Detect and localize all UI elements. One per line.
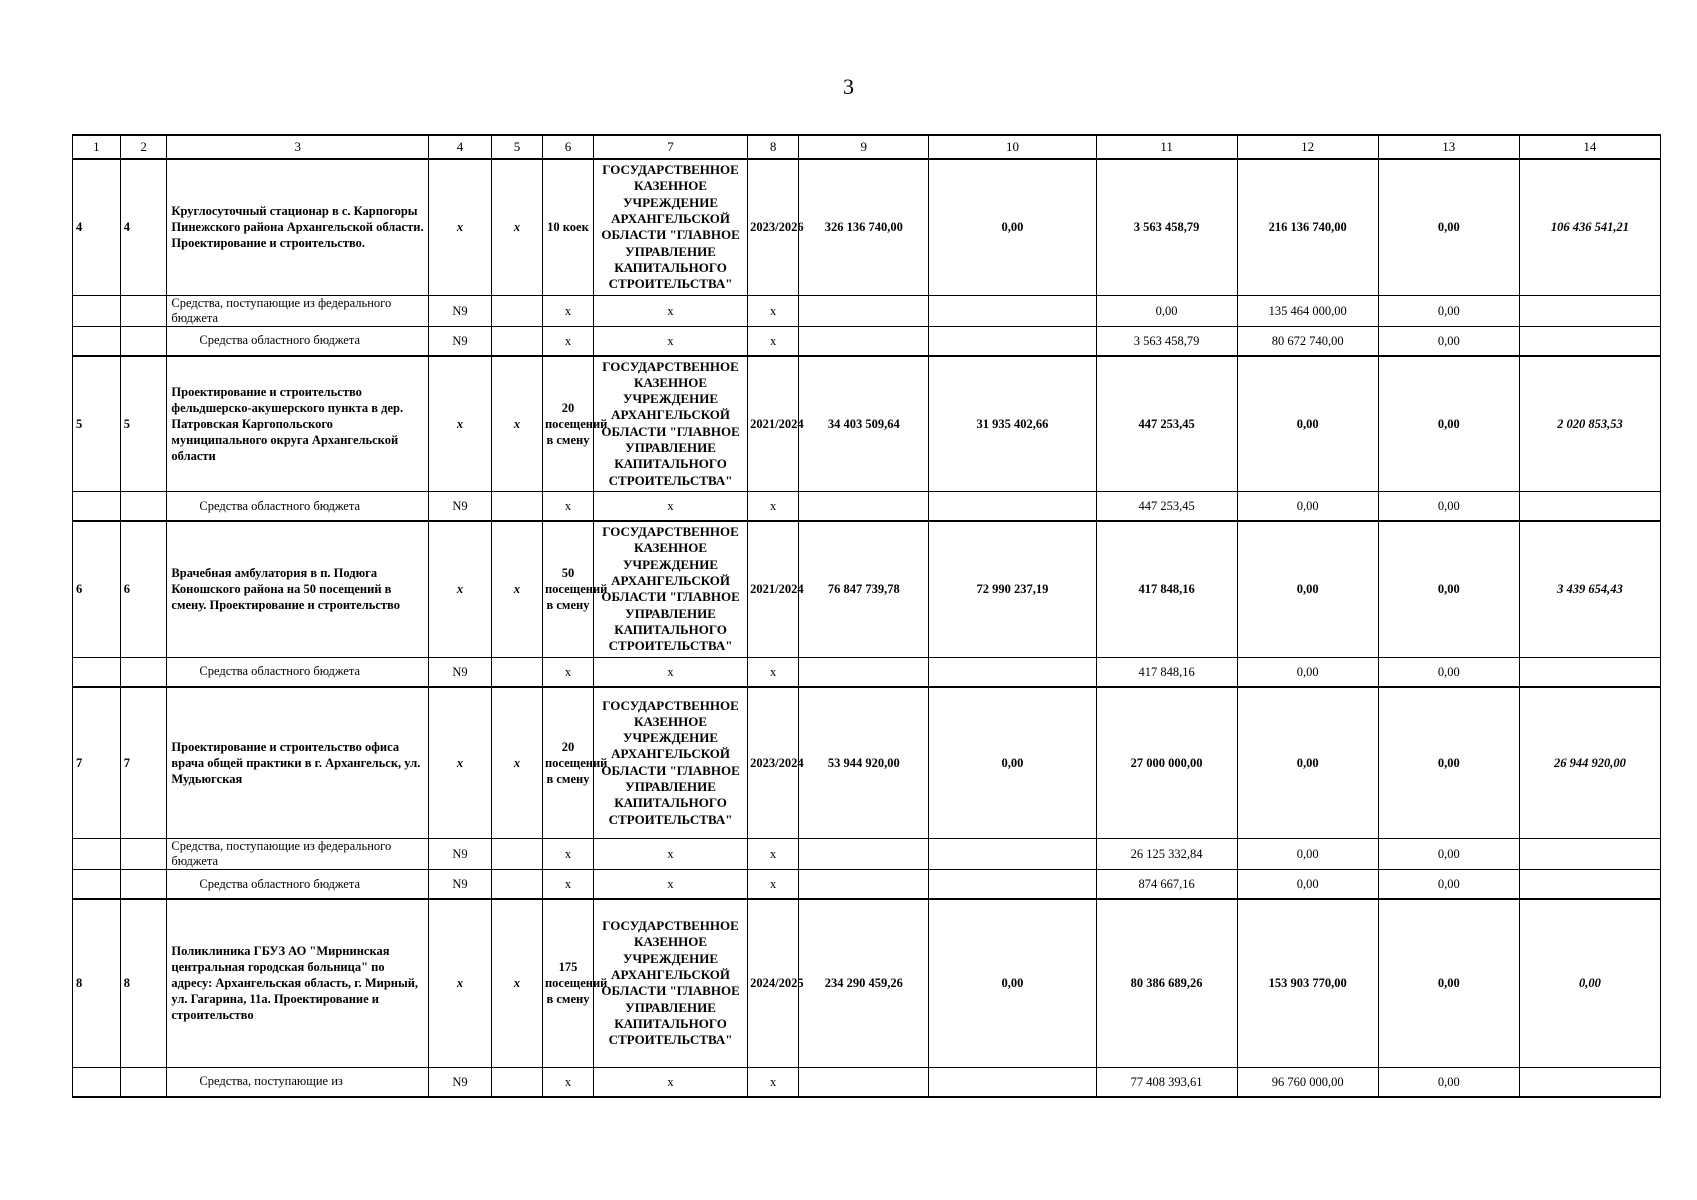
column-number-row <box>73 135 1661 159</box>
col-4-value: x <box>429 687 492 839</box>
col-12-value: 96 760 000,00 <box>1237 1067 1378 1097</box>
customer-agency: ГОСУДАРСТВЕННОЕ КАЗЕННОЕ УЧРЕЖДЕНИЕ АРХАНГЕЛЬСКОЙ ОБЛАСТИ "ГЛАВНОЕ УПРАВЛЕНИЕ КАПИТАЛЬНОГО СТРОИТЕЛЬСТВА" <box>593 159 747 295</box>
empty-cell <box>929 492 1096 522</box>
col-6-value: x <box>542 657 593 687</box>
col-6-value: x <box>542 839 593 870</box>
empty-cell <box>120 295 167 326</box>
capacity: 50 посещений в смену <box>542 521 593 657</box>
capacity: 20 посещений в смену <box>542 687 593 839</box>
col-10-value: 0,00 <box>929 159 1096 295</box>
object-name: Круглосуточный стационар в с. Карпогоры Пинежского района Архангельской области. Проектирование и строительство. <box>167 159 429 295</box>
col-5-value: x <box>491 356 542 492</box>
object-number: 6 <box>120 521 167 657</box>
row-number: 8 <box>73 899 121 1067</box>
row-number: 4 <box>73 159 121 295</box>
col-13-value: 0,00 <box>1378 521 1519 657</box>
funding-source-row <box>73 492 1661 522</box>
col-4-value: N9 <box>429 1067 492 1097</box>
col-13-value: 0,00 <box>1378 492 1519 522</box>
column-number: 13 <box>1378 135 1519 159</box>
col-8-value: x <box>748 839 799 870</box>
column-number: 8 <box>748 135 799 159</box>
column-number: 11 <box>1096 135 1237 159</box>
col-8-value: x <box>748 870 799 900</box>
customer-agency: ГОСУДАРСТВЕННОЕ КАЗЕННОЕ УЧРЕЖДЕНИЕ АРХАНГЕЛЬСКОЙ ОБЛАСТИ "ГЛАВНОЕ УПРАВЛЕНИЕ КАПИТАЛЬНОГО СТРОИТЕЛЬСТВА" <box>593 521 747 657</box>
col-4-value: N9 <box>429 492 492 522</box>
implementation-period: 2023/2026 <box>748 159 799 295</box>
col-14-value: 3 439 654,43 <box>1519 521 1660 657</box>
col-8-value: x <box>748 657 799 687</box>
implementation-period: 2024/2025 <box>748 899 799 1067</box>
col-4-value: N9 <box>429 870 492 900</box>
col-11-value: 77 408 393,61 <box>1096 1067 1237 1097</box>
object-number: 4 <box>120 159 167 295</box>
col-11-value: 0,00 <box>1096 295 1237 326</box>
total-cost: 76 847 739,78 <box>799 521 929 657</box>
object-name: Поликлиника ГБУЗ АО "Мирнинская центральная городская больница" по адресу: Архангельская область, г. Мирный, ул. Гагарина, 11а. Проектирование и строительство <box>167 899 429 1067</box>
empty-cell <box>491 870 542 900</box>
col-12-value: 0,00 <box>1237 687 1378 839</box>
col-4-value: N9 <box>429 326 492 356</box>
empty-cell <box>491 657 542 687</box>
page-number: 3 <box>843 74 854 99</box>
col-14-value: 0,00 <box>1519 899 1660 1067</box>
col-7-value: x <box>593 326 747 356</box>
empty-cell <box>120 870 167 900</box>
col-11-value: 80 386 689,26 <box>1096 899 1237 1067</box>
funding-source-row <box>73 326 1661 356</box>
funding-source-name: Средства, поступающие из федерального бюджета <box>167 839 429 870</box>
col-4-value: N9 <box>429 839 492 870</box>
empty-cell <box>799 657 929 687</box>
empty-cell <box>73 492 121 522</box>
empty-cell <box>120 657 167 687</box>
col-7-value: x <box>593 839 747 870</box>
empty-cell <box>929 295 1096 326</box>
col-4-value: x <box>429 899 492 1067</box>
empty-cell <box>73 1067 121 1097</box>
col-5-value: x <box>491 521 542 657</box>
col-8-value: x <box>748 326 799 356</box>
col-12-value: 153 903 770,00 <box>1237 899 1378 1067</box>
col-13-value: 0,00 <box>1378 159 1519 295</box>
customer-agency: ГОСУДАРСТВЕННОЕ КАЗЕННОЕ УЧРЕЖДЕНИЕ АРХАНГЕЛЬСКОЙ ОБЛАСТИ "ГЛАВНОЕ УПРАВЛЕНИЕ КАПИТАЛЬНОГО СТРОИТЕЛЬСТВА" <box>593 356 747 492</box>
col-5-value: x <box>491 687 542 839</box>
col-11-value: 3 563 458,79 <box>1096 326 1237 356</box>
funding-source-name: Средства, поступающие из <box>167 1067 429 1097</box>
total-cost: 53 944 920,00 <box>799 687 929 839</box>
empty-cell <box>929 1067 1096 1097</box>
col-7-value: x <box>593 1067 747 1097</box>
col-11-value: 447 253,45 <box>1096 356 1237 492</box>
empty-cell <box>799 326 929 356</box>
empty-cell <box>1519 839 1660 870</box>
col-12-value: 0,00 <box>1237 870 1378 900</box>
object-number: 8 <box>120 899 167 1067</box>
object-name: Проектирование и строительство фельдшерско-акушерского пункта в дер. Патровская Каргопольского муниципального округа Архангельской области <box>167 356 429 492</box>
col-13-value: 0,00 <box>1378 326 1519 356</box>
column-number: 4 <box>429 135 492 159</box>
col-5-value: x <box>491 899 542 1067</box>
col-12-value: 135 464 000,00 <box>1237 295 1378 326</box>
object-number: 5 <box>120 356 167 492</box>
column-number: 9 <box>799 135 929 159</box>
project-row <box>73 899 1661 1067</box>
budget-table <box>72 134 1661 1098</box>
col-13-value: 0,00 <box>1378 870 1519 900</box>
empty-cell <box>120 839 167 870</box>
empty-cell <box>120 326 167 356</box>
empty-cell <box>799 870 929 900</box>
funding-source-row <box>73 1067 1661 1097</box>
column-number: 6 <box>542 135 593 159</box>
col-10-value: 0,00 <box>929 687 1096 839</box>
implementation-period: 2023/2024 <box>748 687 799 839</box>
empty-cell <box>929 657 1096 687</box>
col-12-value: 0,00 <box>1237 521 1378 657</box>
customer-agency: ГОСУДАРСТВЕННОЕ КАЗЕННОЕ УЧРЕЖДЕНИЕ АРХАНГЕЛЬСКОЙ ОБЛАСТИ "ГЛАВНОЕ УПРАВЛЕНИЕ КАПИТАЛЬНОГО СТРОИТЕЛЬСТВА" <box>593 899 747 1067</box>
col-4-value: x <box>429 356 492 492</box>
funding-source-row <box>73 295 1661 326</box>
col-8-value: x <box>748 295 799 326</box>
empty-cell <box>799 1067 929 1097</box>
row-number: 7 <box>73 687 121 839</box>
empty-cell <box>799 492 929 522</box>
col-11-value: 874 667,16 <box>1096 870 1237 900</box>
col-4-value: x <box>429 159 492 295</box>
column-number: 14 <box>1519 135 1660 159</box>
capacity: 20 посещений в смену <box>542 356 593 492</box>
col-8-value: x <box>748 1067 799 1097</box>
empty-cell <box>73 839 121 870</box>
funding-source-name: Средства областного бюджета <box>167 870 429 900</box>
capacity: 10 коек <box>542 159 593 295</box>
project-row <box>73 356 1661 492</box>
col-11-value: 417 848,16 <box>1096 657 1237 687</box>
object-number: 7 <box>120 687 167 839</box>
col-14-value: 106 436 541,21 <box>1519 159 1660 295</box>
col-6-value: x <box>542 295 593 326</box>
empty-cell <box>1519 295 1660 326</box>
col-4-value: N9 <box>429 295 492 326</box>
col-12-value: 0,00 <box>1237 839 1378 870</box>
implementation-period: 2021/2024 <box>748 521 799 657</box>
col-11-value: 26 125 332,84 <box>1096 839 1237 870</box>
col-11-value: 447 253,45 <box>1096 492 1237 522</box>
funding-source-name: Средства областного бюджета <box>167 657 429 687</box>
total-cost: 326 136 740,00 <box>799 159 929 295</box>
empty-cell <box>1519 657 1660 687</box>
col-7-value: x <box>593 492 747 522</box>
implementation-period: 2021/2024 <box>748 356 799 492</box>
col-7-value: x <box>593 295 747 326</box>
col-6-value: x <box>542 870 593 900</box>
col-12-value: 216 136 740,00 <box>1237 159 1378 295</box>
col-11-value: 417 848,16 <box>1096 521 1237 657</box>
col-13-value: 0,00 <box>1378 295 1519 326</box>
col-8-value: x <box>748 492 799 522</box>
table-body <box>73 135 1661 1097</box>
col-10-value: 31 935 402,66 <box>929 356 1096 492</box>
col-4-value: N9 <box>429 657 492 687</box>
col-11-value: 3 563 458,79 <box>1096 159 1237 295</box>
empty-cell <box>929 870 1096 900</box>
project-row <box>73 521 1661 657</box>
empty-cell <box>491 839 542 870</box>
column-number: 2 <box>120 135 167 159</box>
empty-cell <box>929 326 1096 356</box>
col-13-value: 0,00 <box>1378 1067 1519 1097</box>
empty-cell <box>73 295 121 326</box>
object-name: Врачебная амбулатория в п. Подюга Коношского района на 50 посещений в смену. Проектирование и строительство <box>167 521 429 657</box>
col-6-value: x <box>542 492 593 522</box>
empty-cell <box>73 870 121 900</box>
column-number: 12 <box>1237 135 1378 159</box>
column-number: 3 <box>167 135 429 159</box>
col-5-value: x <box>491 159 542 295</box>
funding-source-row <box>73 657 1661 687</box>
customer-agency: ГОСУДАРСТВЕННОЕ КАЗЕННОЕ УЧРЕЖДЕНИЕ АРХАНГЕЛЬСКОЙ ОБЛАСТИ "ГЛАВНОЕ УПРАВЛЕНИЕ КАПИТАЛЬНОГО СТРОИТЕЛЬСТВА" <box>593 687 747 839</box>
empty-cell <box>1519 492 1660 522</box>
funding-source-name: Средства областного бюджета <box>167 326 429 356</box>
col-13-value: 0,00 <box>1378 839 1519 870</box>
col-10-value: 72 990 237,19 <box>929 521 1096 657</box>
funding-source-name: Средства областного бюджета <box>167 492 429 522</box>
col-13-value: 0,00 <box>1378 899 1519 1067</box>
col-4-value: x <box>429 521 492 657</box>
row-number: 6 <box>73 521 121 657</box>
col-14-value: 2 020 853,53 <box>1519 356 1660 492</box>
empty-cell <box>799 839 929 870</box>
empty-cell <box>491 492 542 522</box>
col-14-value: 26 944 920,00 <box>1519 687 1660 839</box>
col-11-value: 27 000 000,00 <box>1096 687 1237 839</box>
col-12-value: 0,00 <box>1237 657 1378 687</box>
column-number: 1 <box>73 135 121 159</box>
column-number: 10 <box>929 135 1096 159</box>
empty-cell <box>491 1067 542 1097</box>
empty-cell <box>799 295 929 326</box>
col-12-value: 0,00 <box>1237 356 1378 492</box>
row-number: 5 <box>73 356 121 492</box>
empty-cell <box>491 295 542 326</box>
empty-cell <box>120 1067 167 1097</box>
empty-cell <box>1519 870 1660 900</box>
empty-cell <box>1519 326 1660 356</box>
capacity: 175 посещений в смену <box>542 899 593 1067</box>
total-cost: 234 290 459,26 <box>799 899 929 1067</box>
col-13-value: 0,00 <box>1378 356 1519 492</box>
empty-cell <box>73 326 121 356</box>
object-name: Проектирование и строительство офиса врача общей практики в г. Архангельск, ул. Мудьюгская <box>167 687 429 839</box>
funding-source-name: Средства, поступающие из федерального бюджета <box>167 295 429 326</box>
project-row <box>73 687 1661 839</box>
col-13-value: 0,00 <box>1378 687 1519 839</box>
project-row <box>73 159 1661 295</box>
empty-cell <box>120 492 167 522</box>
empty-cell <box>73 657 121 687</box>
col-7-value: x <box>593 870 747 900</box>
column-number: 7 <box>593 135 747 159</box>
col-12-value: 0,00 <box>1237 492 1378 522</box>
col-6-value: x <box>542 1067 593 1097</box>
empty-cell <box>1519 1067 1660 1097</box>
col-6-value: x <box>542 326 593 356</box>
col-13-value: 0,00 <box>1378 657 1519 687</box>
column-number: 5 <box>491 135 542 159</box>
total-cost: 34 403 509,64 <box>799 356 929 492</box>
funding-source-row <box>73 839 1661 870</box>
col-12-value: 80 672 740,00 <box>1237 326 1378 356</box>
funding-source-row <box>73 870 1661 900</box>
col-10-value: 0,00 <box>929 899 1096 1067</box>
empty-cell <box>491 326 542 356</box>
empty-cell <box>929 839 1096 870</box>
col-7-value: x <box>593 657 747 687</box>
